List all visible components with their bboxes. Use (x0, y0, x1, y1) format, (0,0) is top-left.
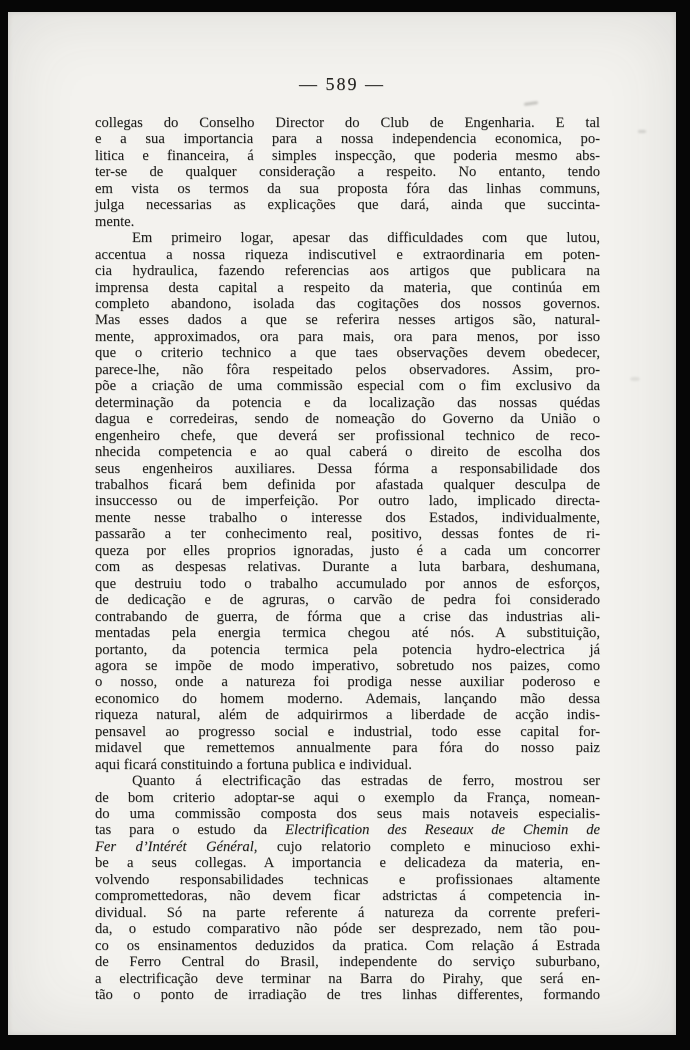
text-line: mente nesse trabalho o interesse dos Estados, individualmente, (95, 509, 600, 526)
text-line: dividual. Só na parte referente á natureza da corrente preferi- (95, 904, 600, 921)
text-line: a electrificação deve terminar na Barra do Pirahy, que será en- (95, 970, 600, 987)
document-page (8, 12, 676, 1035)
text-line: be a seus collegas. A importancia e delicadeza da materia, en- (95, 855, 600, 872)
italic-book-title: Fer d’Intérét Général, (95, 838, 258, 855)
text-line: mentadas pela energia termica chegou até nós. A substituição, (95, 625, 600, 642)
text-line: parece-lhe, não fôra respeitado pelos observadores. Assim, pro- (95, 361, 600, 378)
text-line: agora se impõe de modo imperativo, sobretudo nos paizes, como (95, 657, 600, 674)
text-line: de dedicação e de agruras, o carvão de pedra foi considerado (95, 592, 600, 609)
text-line: mente. (95, 213, 135, 230)
text-line: imprensa desta capital a respeito da materia, que continúa em (95, 279, 600, 296)
text-segment: tas para o estudo da (95, 822, 286, 839)
text-line: engenheiro chefe, que deverá ser profissional technico de reco- (95, 427, 600, 444)
text-line: midavel que remettemos annualmente para fóra do nosso paiz (95, 740, 600, 757)
text-line: collegas do Conselho Director do Club de Engenharia. E tal (95, 115, 600, 131)
text-line: em vista os termos da sua proposta fóra das linhas communs, (95, 180, 600, 197)
text-line: mente, approximados, ora para mais, ora para menos, por isso (95, 328, 600, 345)
scan-artifact (638, 130, 646, 133)
text-line: dagua e corredeiras, sendo de nomeação do Governo da União o (95, 411, 600, 428)
text-line: ter-se de qualquer consideração a respeito. No entanto, tendo (95, 164, 600, 181)
text-line: volvendo responsabilidades technicas e profissionaes altamente (95, 871, 600, 888)
text-line: determinação da potencia e da localização das nossas quédas (95, 394, 600, 411)
text-line: insuccesso ou de imperfeição. Por outro lado, implicado directa- (95, 493, 600, 510)
page-number: — 589 — (299, 74, 385, 94)
text-line (95, 822, 600, 838)
text-line: accentua a nossa riqueza indiscutivel e extraordinaria em poten- (95, 246, 600, 263)
scan-artifact (524, 101, 538, 106)
text-line: completo abandono, isolada das cogitações dos nossos governos. (95, 295, 600, 312)
text-line: tão o ponto de irradiação de tres linhas differentes, formando (95, 987, 600, 1004)
paragraph (95, 773, 600, 1003)
text-line: aqui ficará constituindo a fortuna publica e individual. (95, 756, 412, 773)
text-line: cia hydraulica, fazendo referencias aos artigos que publicara na (95, 263, 600, 280)
text-line: litica e financeira, á simples inspecção, que poderia mesmo abs- (95, 147, 600, 164)
text-line: do uma commissão composta dos seus mais notaveis especialis- (95, 806, 600, 823)
text-line: de bom criterio adoptar-se aqui o exemplo da França, nomean- (95, 789, 600, 806)
text-line: da, o estudo comparativo não póde ser desprezado, nem tão pou- (95, 921, 600, 938)
text-line: Em primeiro logar, apesar das difficuldades com que lutou, (132, 230, 600, 247)
text-line: Mas esses dados a que se referira nesses artigos são, natural- (95, 312, 600, 329)
text-line: Quanto á electrificação das estradas de ferro, mostrou ser (132, 773, 600, 790)
text-line: contrabando de guerra, de fórma que a crise das industrias ali- (95, 608, 600, 625)
italic-book-title: Electrification des Reseaux de Chemin de (285, 822, 600, 839)
text-line: com as despesas relativas. Durante a luta barbara, deshumana, (95, 559, 600, 576)
scan-artifact (630, 377, 640, 381)
text-line (95, 839, 600, 855)
text-line: seus engenheiros auxiliares. Dessa fórma a responsabilidade dos (95, 460, 600, 477)
text-line: que o criterio technico a que taes observações devem obedecer, (95, 345, 600, 362)
text-line: pensavel ao progresso social e industrial, todo esse capital for- (95, 723, 600, 740)
paragraph (95, 230, 600, 773)
text-line: trabalhos ficará bem definida por afastada qualquer desculpa de (95, 476, 600, 493)
paragraph (95, 115, 600, 230)
text-line: o nosso, onde a natureza foi prodiga nesse auxiliar poderoso e (95, 674, 600, 691)
page-body (95, 115, 600, 1003)
text-line: que destruiu todo o trabalho accumulado por annos de esforços, (95, 575, 600, 592)
text-line: passarão a ter conhecimento real, positivo, dessas fontes de ri- (95, 526, 600, 543)
text-line: de Ferro Central do Brasil, independente do serviço suburbano, (95, 954, 600, 971)
text-line: co os ensinamentos deduzidos da pratica. Com relação á Estrada (95, 937, 600, 954)
text-line: economico do homem moderno. Ademais, lançando mão dessa (95, 690, 600, 707)
text-line: riqueza natural, além de adquirirmos a liberdade de acção indis- (95, 707, 600, 724)
text-line: e a sua importancia para a nossa independencia economica, po- (95, 131, 600, 148)
text-segment: cujo relatorio completo e minucioso exhi- (257, 838, 600, 855)
text-line: julga necessarias as explicações que dará, ainda que succinta- (95, 197, 600, 214)
text-line: nhecida competencia e ao qual caberá o direito de escolha dos (95, 444, 600, 461)
text-line: queza por elles proprios ignoradas, justo é a cada um concorrer (95, 542, 600, 559)
text-line: põe a criação de uma commissão especial com o fim exclusivo da (95, 378, 600, 395)
text-line: portanto, da potencia termica pela potencia hydro-electrica já (95, 641, 600, 658)
text-line: compromettedoras, não devem ficar adstrictas á competencia in- (95, 888, 600, 905)
